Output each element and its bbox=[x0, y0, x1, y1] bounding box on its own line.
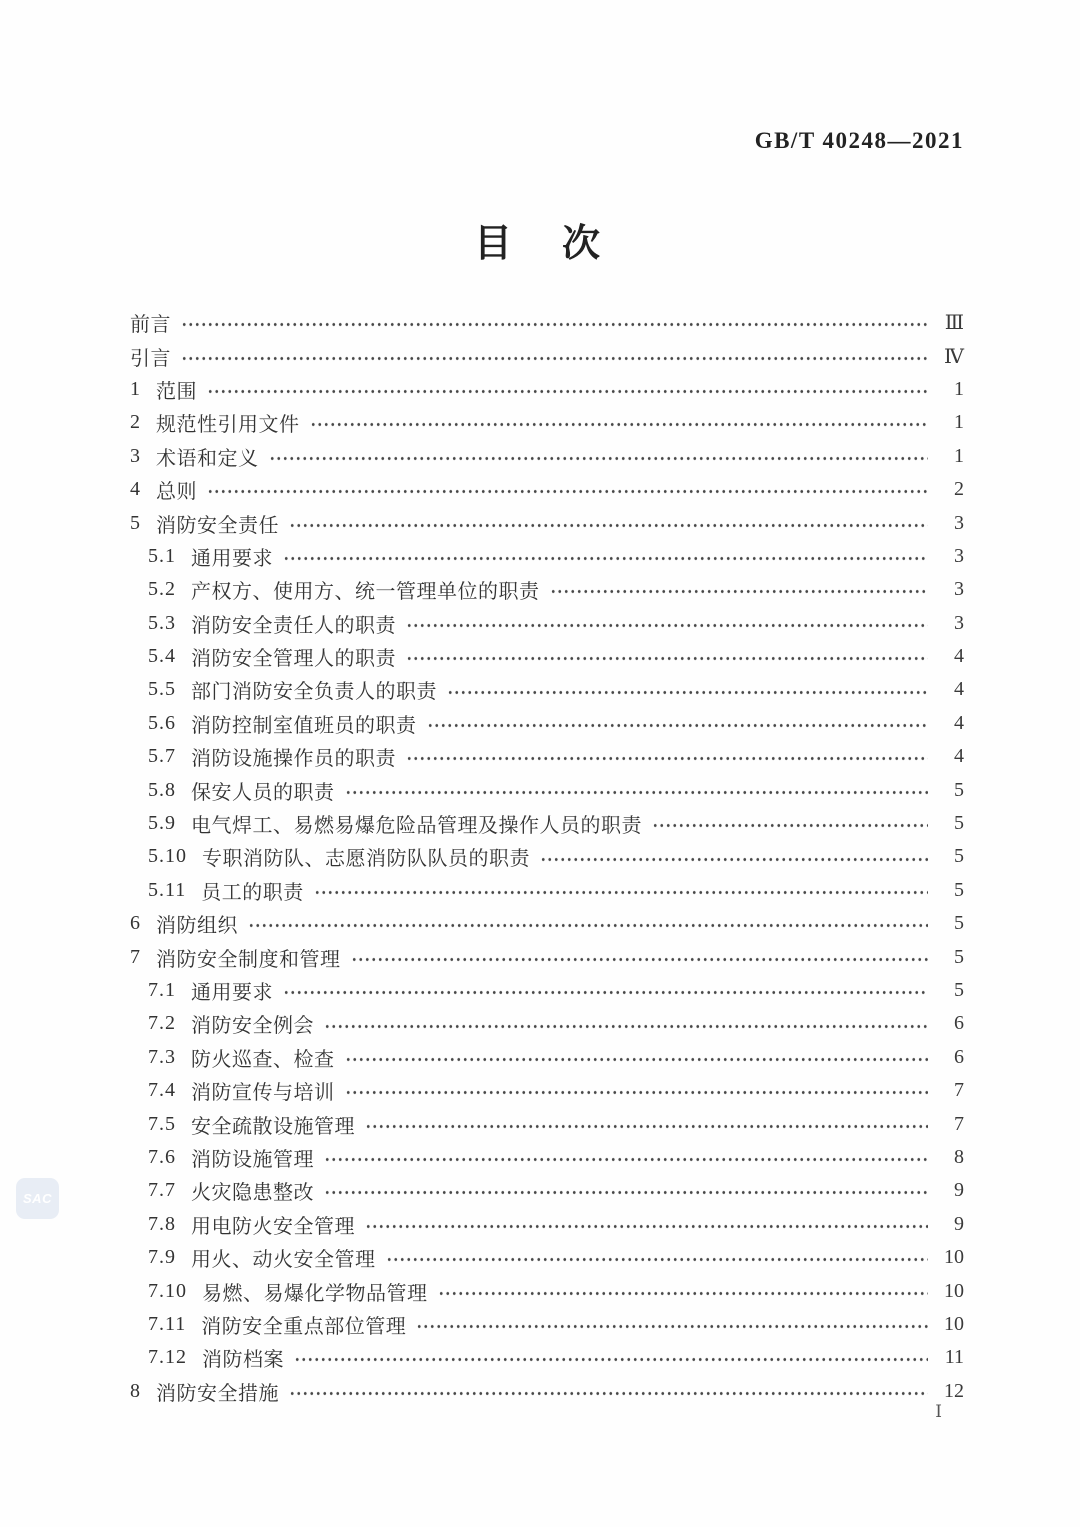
dot-leader bbox=[294, 1341, 928, 1374]
toc-entry-label: 消防安全制度和管理 bbox=[156, 948, 341, 971]
toc-entry-label: 消防设施操作员的职责 bbox=[191, 748, 396, 771]
toc-row bbox=[130, 1274, 964, 1307]
toc-entry-page: 4 bbox=[954, 678, 964, 701]
toc-entry-page: 9 bbox=[954, 1179, 964, 1202]
toc-entry-page: 5 bbox=[954, 979, 964, 1001]
toc-entry-label: 专职消防队、志愿消防队队员的职责 bbox=[202, 848, 530, 871]
toc-entry-label: 消防控制室值班员的职责 bbox=[191, 714, 417, 737]
toc-entry-page: 6 bbox=[954, 1045, 964, 1068]
dot-leader bbox=[269, 440, 929, 473]
toc-entry-page: 4 bbox=[954, 711, 964, 734]
toc-entry-label: 消防安全措施 bbox=[156, 1382, 279, 1405]
dot-leader bbox=[365, 1208, 928, 1241]
toc-entry-page: Ⅲ bbox=[944, 312, 964, 335]
toc-entry-page: 5 bbox=[954, 912, 964, 935]
toc-entry-label: 用电防火安全管理 bbox=[191, 1215, 355, 1238]
toc-entry-number: 7.4 bbox=[148, 1079, 176, 1102]
toc-row bbox=[130, 339, 964, 372]
toc-entry-page: 5 bbox=[954, 878, 964, 901]
dot-leader bbox=[324, 1007, 928, 1040]
dot-leader bbox=[427, 707, 929, 740]
toc-row bbox=[130, 974, 964, 1007]
toc-row bbox=[130, 640, 964, 673]
dot-leader bbox=[351, 940, 929, 973]
dot-leader bbox=[438, 1274, 929, 1307]
toc-entry-number: 5.10 bbox=[148, 845, 187, 868]
toc-row bbox=[130, 1308, 964, 1341]
toc-entry-page: 6 bbox=[954, 1012, 964, 1035]
toc-row bbox=[130, 406, 964, 439]
dot-leader bbox=[345, 773, 929, 806]
page-title: 目 次 bbox=[473, 223, 606, 265]
toc-entry-page: 1 bbox=[954, 377, 964, 400]
dot-leader bbox=[181, 339, 928, 372]
toc-entry-page: 4 bbox=[954, 645, 964, 668]
toc-entry-number: 5.5 bbox=[148, 678, 176, 701]
toc-entry-number: 5.8 bbox=[148, 778, 176, 801]
toc-row bbox=[130, 1241, 964, 1274]
toc-entry-label: 消防安全重点部位管理 bbox=[201, 1315, 407, 1338]
toc-entry-page: 5 bbox=[954, 945, 964, 968]
toc-row bbox=[130, 1208, 964, 1241]
toc-entry-number: 5.11 bbox=[148, 878, 187, 901]
toc-list bbox=[130, 306, 964, 1408]
toc-row bbox=[130, 607, 964, 640]
toc-entry-label: 消防组织 bbox=[156, 915, 238, 938]
toc-entry-number: 2 bbox=[130, 411, 141, 434]
toc-row bbox=[130, 473, 964, 506]
toc-entry-label: 火灾隐患整改 bbox=[191, 1182, 314, 1205]
toc-entry-number: 6 bbox=[130, 912, 141, 935]
toc-entry-label: 防火巡查、检查 bbox=[191, 1048, 335, 1071]
toc-entry-page: 10 bbox=[944, 1246, 964, 1269]
toc-entry-label: 总则 bbox=[156, 481, 197, 504]
toc-entry-label: 产权方、使用方、统一管理单位的职责 bbox=[191, 581, 540, 604]
toc-entry-label: 消防设施管理 bbox=[191, 1148, 314, 1171]
toc-entry-label: 引言 bbox=[130, 347, 171, 370]
toc-entry-page: 9 bbox=[954, 1212, 964, 1235]
toc-row bbox=[130, 1074, 964, 1107]
dot-leader bbox=[345, 1074, 929, 1107]
toc-entry-page: 7 bbox=[954, 1079, 964, 1102]
dot-leader bbox=[289, 1375, 928, 1408]
toc-entry-label: 通用要求 bbox=[191, 982, 273, 1004]
toc-entry-number: 3 bbox=[130, 444, 141, 467]
toc-row bbox=[130, 1174, 964, 1207]
toc-entry-page: 3 bbox=[954, 544, 964, 567]
toc-row bbox=[130, 1041, 964, 1074]
toc-entry-label: 通用要求 bbox=[191, 547, 273, 570]
toc-entry-label: 前言 bbox=[130, 314, 171, 337]
toc-row bbox=[130, 1341, 964, 1374]
dot-leader bbox=[345, 1041, 929, 1074]
toc-entry-page: 10 bbox=[944, 1279, 964, 1302]
toc-entry-page: Ⅳ bbox=[944, 345, 964, 368]
toc-entry-number: 7.1 bbox=[148, 979, 176, 1001]
toc-entry-label: 员工的职责 bbox=[201, 881, 304, 904]
toc-entry-number: 1 bbox=[130, 377, 141, 400]
toc-entry-page: 11 bbox=[944, 1346, 964, 1369]
toc-entry-number: 7.2 bbox=[148, 1012, 176, 1035]
dot-leader bbox=[314, 874, 928, 907]
toc-entry-label: 消防宣传与培训 bbox=[191, 1082, 335, 1105]
toc-entry-page: 5 bbox=[954, 778, 964, 801]
toc-entry-label: 易燃、易爆化学物品管理 bbox=[202, 1282, 428, 1305]
toc-row bbox=[130, 1375, 964, 1408]
dot-leader bbox=[386, 1241, 929, 1274]
toc-entry-page: 1 bbox=[954, 411, 964, 434]
toc-entry-number: 7.6 bbox=[148, 1145, 176, 1168]
toc-row bbox=[130, 740, 964, 773]
dot-leader bbox=[416, 1308, 928, 1341]
toc-entry-number: 5 bbox=[130, 511, 141, 534]
dot-leader bbox=[207, 473, 928, 506]
toc-row bbox=[130, 907, 964, 940]
toc-entry-page: 5 bbox=[954, 845, 964, 868]
dot-leader bbox=[365, 1107, 928, 1140]
dot-leader bbox=[310, 406, 929, 439]
toc-row bbox=[130, 306, 964, 339]
dot-leader bbox=[248, 907, 928, 940]
toc-entry-label: 电气焊工、易燃易爆危险品管理及操作人员的职责 bbox=[191, 815, 642, 838]
toc-entry-page: 5 bbox=[954, 812, 964, 835]
toc-row bbox=[130, 773, 964, 806]
toc-entry-page: 2 bbox=[954, 478, 964, 501]
toc-entry-label: 消防安全例会 bbox=[191, 1015, 314, 1038]
toc-entry-page: 7 bbox=[954, 1112, 964, 1135]
toc-row bbox=[130, 840, 964, 873]
toc-row bbox=[130, 573, 964, 606]
toc-entry-label: 消防安全管理人的职责 bbox=[191, 648, 396, 671]
dot-leader bbox=[283, 540, 928, 573]
toc-entry-page: 3 bbox=[954, 511, 964, 534]
toc-row bbox=[130, 874, 964, 907]
toc-row bbox=[130, 1141, 964, 1174]
toc-entry-number: 7.8 bbox=[148, 1212, 176, 1235]
toc-entry-number: 7.9 bbox=[148, 1246, 176, 1269]
toc-entry-page: 3 bbox=[954, 611, 964, 634]
toc-entry-number: 5.7 bbox=[148, 745, 176, 768]
toc-entry-number: 5.4 bbox=[148, 645, 176, 668]
toc-entry-page: 10 bbox=[944, 1312, 964, 1335]
toc-entry-number: 7 bbox=[130, 945, 141, 968]
toc-entry-label: 安全疏散设施管理 bbox=[191, 1115, 355, 1138]
dot-leader bbox=[540, 840, 928, 873]
toc-entry-number: 7.12 bbox=[148, 1346, 187, 1369]
toc-row bbox=[130, 673, 964, 706]
toc-entry-number: 5.2 bbox=[148, 578, 176, 601]
toc-entry-label: 保安人员的职责 bbox=[191, 781, 335, 804]
toc-entry-number: 7.10 bbox=[148, 1279, 187, 1302]
dot-leader bbox=[406, 740, 928, 773]
dot-leader bbox=[550, 573, 929, 606]
toc-entry-label: 规范性引用文件 bbox=[156, 414, 300, 437]
toc-entry-number: 5.3 bbox=[148, 611, 176, 634]
toc-entry-label: 部门消防安全负责人的职责 bbox=[191, 681, 437, 704]
toc-entry-page: 12 bbox=[944, 1379, 964, 1402]
toc-entry-label: 消防安全责任人的职责 bbox=[191, 614, 396, 637]
toc-entry-label: 用火、动火安全管理 bbox=[191, 1249, 376, 1272]
dot-leader bbox=[652, 807, 928, 840]
toc-row bbox=[130, 506, 964, 539]
toc-entry-number: 7.11 bbox=[148, 1312, 187, 1335]
toc-entry-page: 1 bbox=[954, 444, 964, 467]
dot-leader bbox=[324, 1141, 928, 1174]
toc-row bbox=[130, 373, 964, 406]
toc-row bbox=[130, 707, 964, 740]
toc-entry-page: 8 bbox=[954, 1145, 964, 1168]
dot-leader bbox=[283, 974, 928, 1007]
toc-entry-number: 7.3 bbox=[148, 1045, 176, 1068]
dot-leader bbox=[406, 607, 928, 640]
toc-row bbox=[130, 440, 964, 473]
dot-leader bbox=[447, 673, 928, 706]
toc-entry-number: 5.1 bbox=[148, 544, 176, 567]
dot-leader bbox=[181, 306, 928, 339]
toc-row bbox=[130, 940, 964, 973]
toc-entry-label: 消防档案 bbox=[202, 1349, 284, 1372]
sac-watermark-badge: SAC bbox=[16, 1178, 59, 1219]
toc-entry-number: 5.9 bbox=[148, 812, 176, 835]
toc-entry-number: 5.6 bbox=[148, 711, 176, 734]
toc-entry-label: 术语和定义 bbox=[156, 447, 259, 470]
toc-entry-number: 4 bbox=[130, 478, 141, 501]
toc-entry-number: 8 bbox=[130, 1379, 141, 1402]
toc-entry-page: 3 bbox=[954, 578, 964, 601]
dot-leader bbox=[207, 373, 928, 406]
toc-entry-number: 7.7 bbox=[148, 1179, 176, 1202]
toc-row bbox=[130, 540, 964, 573]
toc-entry-page: 4 bbox=[954, 745, 964, 768]
dot-leader bbox=[289, 506, 928, 539]
toc-entry-number: 7.5 bbox=[148, 1112, 176, 1135]
toc-entry-label: 范围 bbox=[156, 380, 197, 403]
standard-number: GB/T 40248—2021 bbox=[754, 128, 964, 153]
dot-leader bbox=[324, 1174, 928, 1207]
footer-page-number: Ⅰ bbox=[935, 1402, 942, 1421]
toc-entry-label: 消防安全责任 bbox=[156, 514, 279, 537]
toc-row bbox=[130, 1007, 964, 1040]
toc-row bbox=[130, 1107, 964, 1140]
toc-row bbox=[130, 807, 964, 840]
dot-leader bbox=[406, 640, 928, 673]
